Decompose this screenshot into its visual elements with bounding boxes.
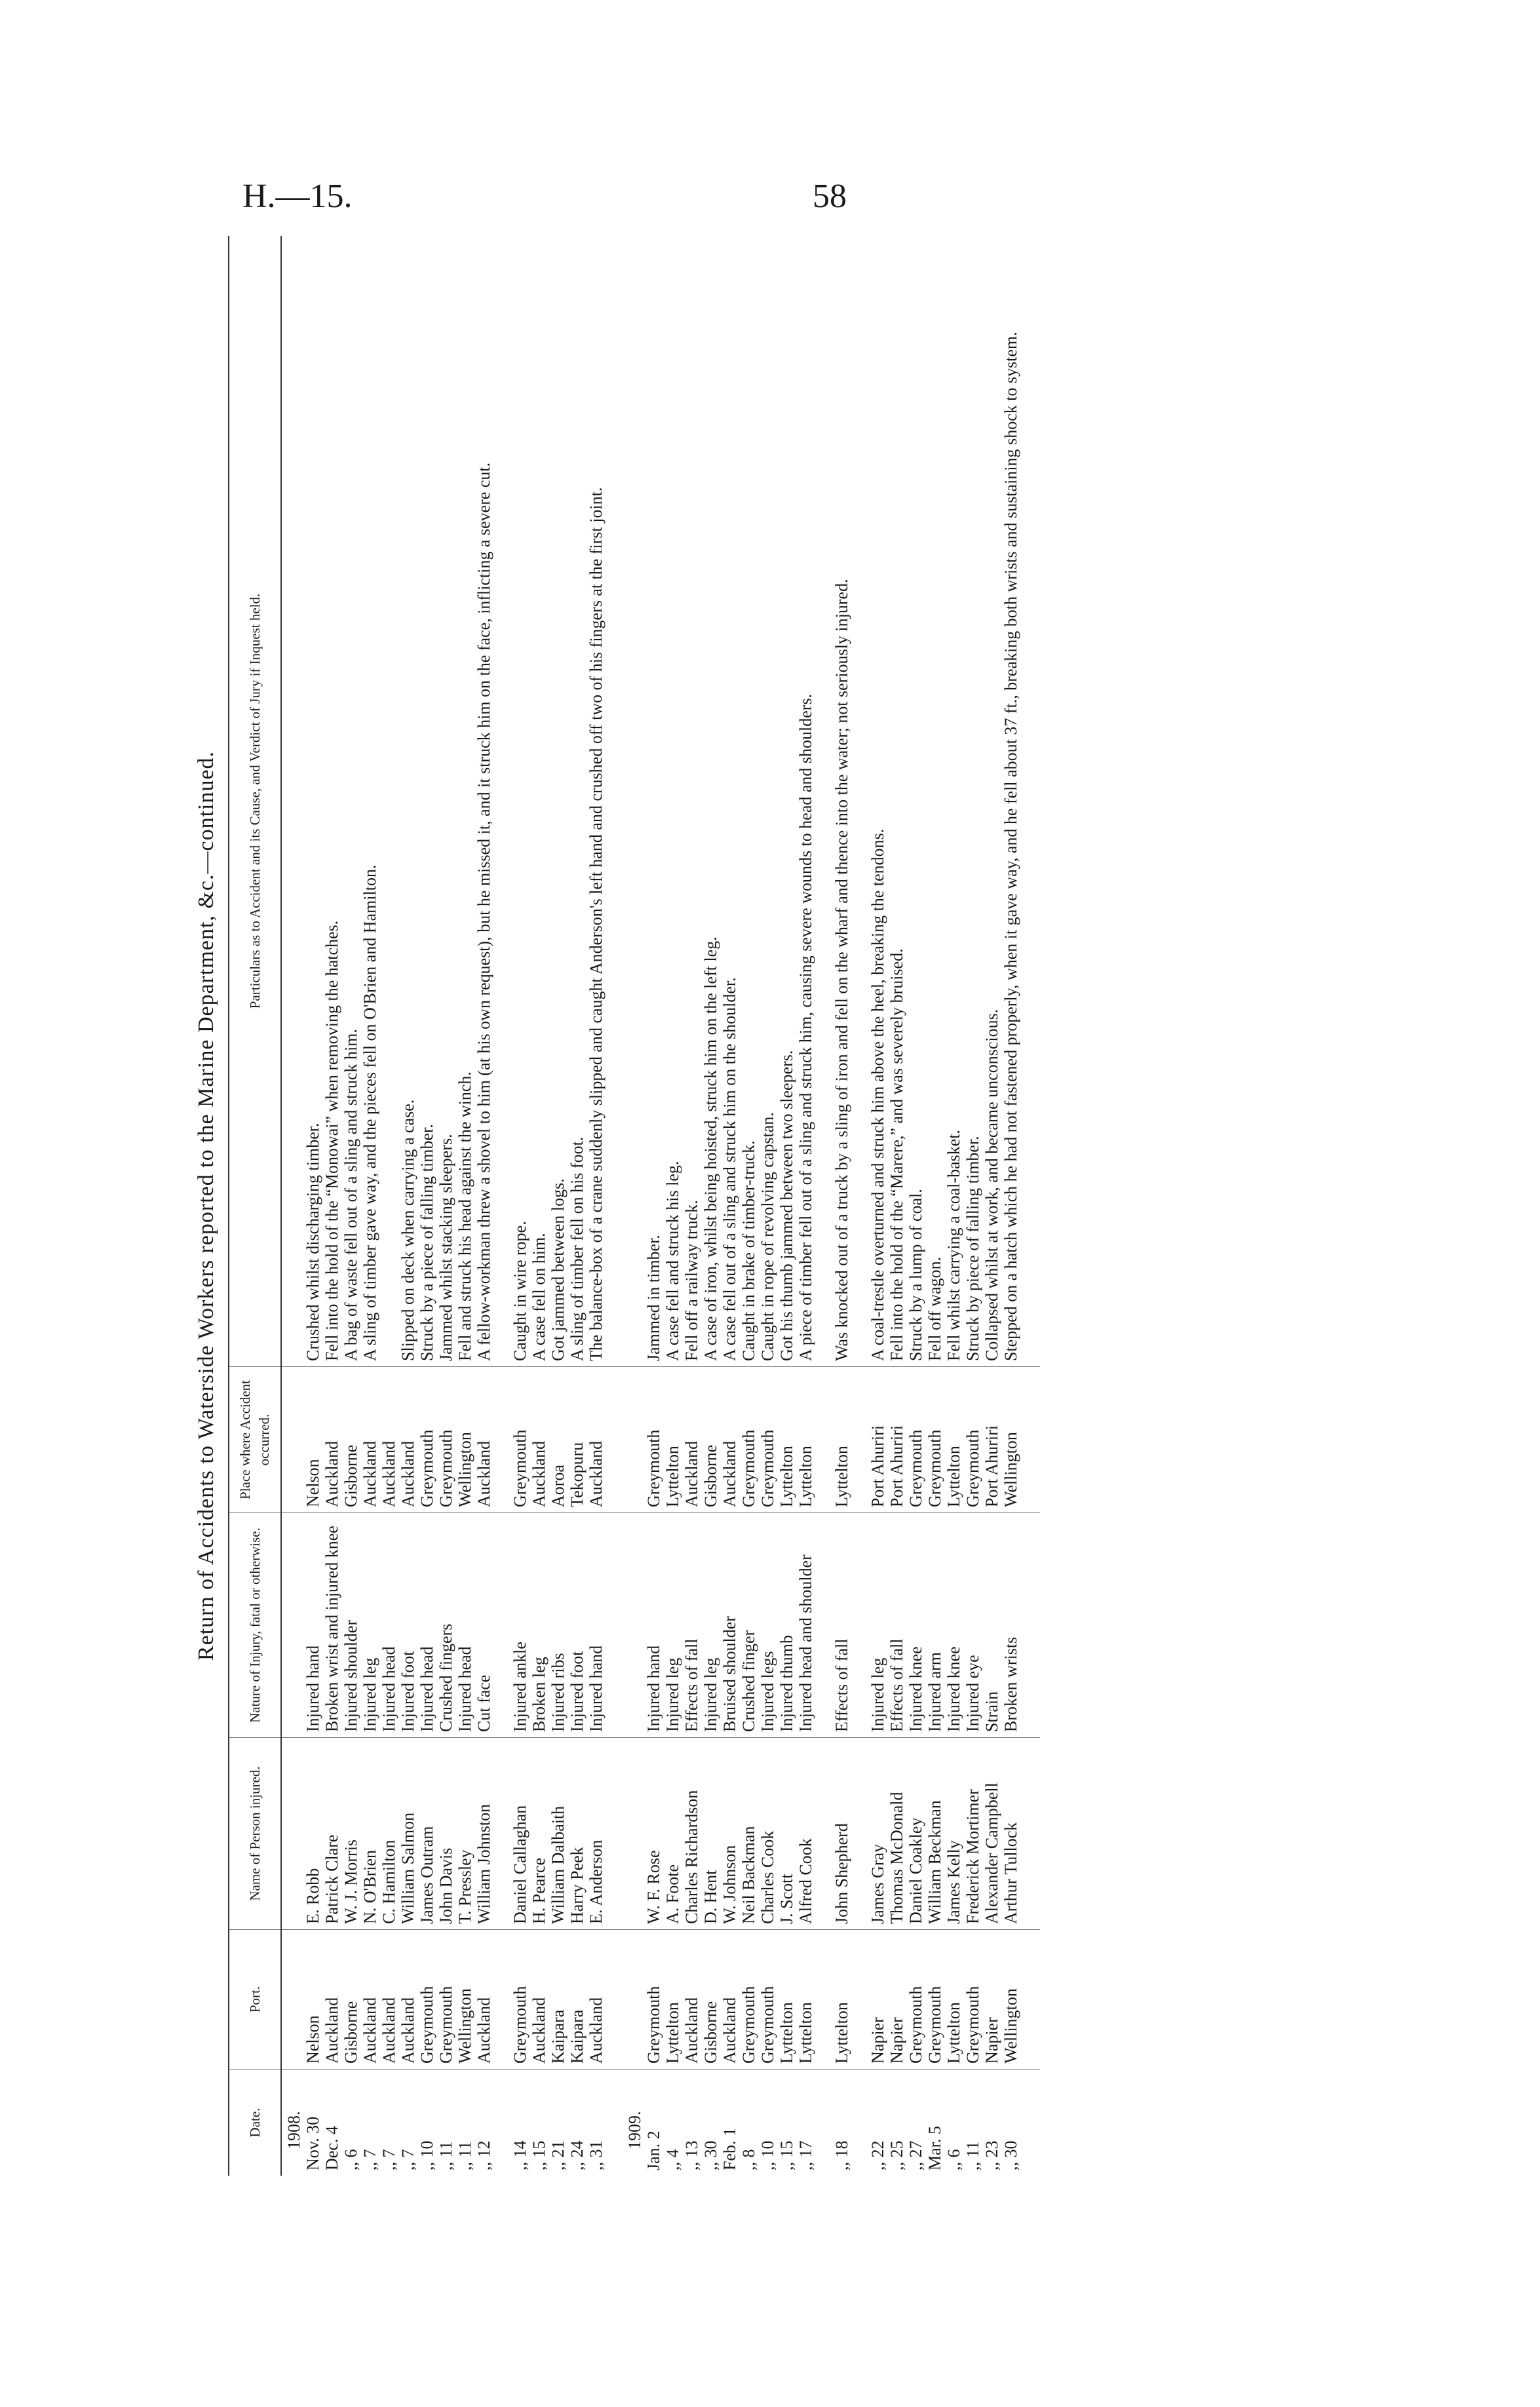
cell-port: Wellington [455, 1930, 474, 2070]
cell-port: Greymouth [417, 1930, 436, 2070]
table-row [436, 236, 455, 2176]
cell-place: Lyttelton [832, 1367, 851, 1513]
cell-injury: Injured leg [701, 1513, 720, 1738]
rotated-table-container [190, 236, 1304, 2176]
table-row [720, 236, 739, 2176]
cell-particulars: Stepped on a hatch which he had not fastened properly, when it gave way, and he fell about 37 ft., breaking both wrists and sustaining shock to system. [1001, 236, 1040, 1367]
cell-name: W. J. Morris [341, 1738, 360, 1930]
cell-injury: Crushed fingers [436, 1513, 455, 1738]
cell-place: Greymouth [417, 1367, 436, 1513]
cell-particulars: Fell whilst carrying a coal-basket. [944, 236, 963, 1367]
table-row [701, 236, 720, 2176]
cell-place: Auckland [474, 1367, 493, 1513]
spacer-cell [606, 2070, 623, 2176]
cell-date: ,, 8 [739, 2149, 758, 2170]
cell-port: Napier [982, 1930, 1001, 2070]
table-row [925, 236, 944, 2176]
spacer-cell [851, 1367, 868, 1513]
year-label: 1909. [625, 2111, 644, 2149]
cell-place: Auckland [398, 1367, 417, 1513]
cell-injury: Crushed finger [739, 1513, 758, 1738]
cell-place: Greymouth [906, 1367, 925, 1513]
cell-date: ,, 25 [887, 2140, 906, 2170]
cell-name: William Johnston [474, 1738, 493, 1930]
empty-cell [281, 1513, 303, 1738]
table-row [455, 236, 474, 2176]
cell-particulars: Jammed in timber. [644, 236, 663, 1367]
cell-date: ,, 15 [529, 2140, 549, 2170]
cell-place: Auckland [682, 1367, 701, 1513]
spacer-cell [815, 1513, 832, 1738]
cell-particulars: A sling of timber gave way, and the pieces fell on O'Brien and Hamilton. [360, 236, 379, 1367]
spacer-cell [851, 236, 868, 1367]
cell-name: E. Anderson [587, 1738, 606, 1930]
cell-date: ,, 24 [568, 2140, 587, 2170]
spacer-cell [606, 1513, 623, 1738]
spacer-cell [815, 1367, 832, 1513]
cell-name: William Beckman [925, 1738, 944, 1930]
cell-particulars: A case fell and struck his leg. [663, 236, 682, 1367]
cell-name: A. Foote [663, 1738, 682, 1930]
cell-port: Greymouth [739, 1930, 758, 2070]
cell-place: Auckland [360, 1367, 379, 1513]
cell-date: ,, 7 [398, 2149, 417, 2170]
year-label: 1908. [284, 2111, 303, 2149]
table-row [587, 236, 606, 2176]
table-row [796, 236, 815, 2176]
cell-date: ,, 23 [982, 2140, 1001, 2170]
table-row [529, 236, 549, 2176]
spacer-cell [493, 2070, 510, 2176]
cell-port: Greymouth [925, 1930, 944, 2070]
cell-name: William Salmon [398, 1738, 417, 1930]
cell-name: William Dalbaith [549, 1738, 568, 1930]
cell-injury: Injured foot [568, 1513, 587, 1738]
cell-injury: Injured ankle [510, 1513, 529, 1738]
spacer-cell [815, 1930, 832, 2070]
cell-place: Port Ahuriri [982, 1367, 1001, 1513]
cell-date: ,, 13 [682, 2140, 701, 2170]
spacer-cell [606, 236, 623, 1367]
cell-date: Feb. 1 [720, 2128, 739, 2170]
cell-name: Daniel Callaghan [510, 1738, 529, 1930]
cell-particulars: Fell off wagon. [925, 236, 944, 1367]
table-row [1001, 236, 1040, 2176]
cell-injury: Injured foot [398, 1513, 417, 1738]
spacer-cell [493, 1738, 510, 1930]
cell-port: Lyttelton [777, 1930, 796, 2070]
cell-injury: Injured ribs [549, 1513, 568, 1738]
table-row [568, 236, 587, 2176]
cell-port: Greymouth [644, 1930, 663, 2070]
cell-injury: Injured head [455, 1513, 474, 1738]
spacer-cell [851, 2070, 868, 2176]
col-header-place: Place where Accident occurred. [229, 1367, 281, 1513]
cell-date: ,, 30 [1001, 2140, 1020, 2170]
cell-injury: Injured head [379, 1513, 398, 1738]
cell-date: ,, 17 [796, 2140, 815, 2170]
empty-cell [623, 1930, 644, 2070]
cell-date: ,, 11 [963, 2141, 982, 2170]
spacer-cell [493, 1513, 510, 1738]
cell-name: John Davis [436, 1738, 455, 1930]
page-number: 58 [813, 178, 847, 215]
cell-name: Frederick Mortimer [963, 1738, 982, 1930]
empty-cell [623, 1513, 644, 1738]
cell-particulars: A case fell on him. [529, 236, 549, 1367]
cell-name: Charles Richardson [682, 1738, 701, 1930]
table-row [644, 236, 663, 2176]
cell-injury: Broken leg [529, 1513, 549, 1738]
cell-name: Alexander Campbell [982, 1738, 1001, 1930]
cell-place: Gisborne [341, 1367, 360, 1513]
spacer-cell [606, 1738, 623, 1930]
cell-port: Lyttelton [663, 1930, 682, 2070]
cell-name: Arthur Tullock [1001, 1738, 1040, 1930]
table-row [322, 236, 341, 2176]
cell-particulars: Caught in brake of timber-truck. [739, 236, 758, 1367]
cell-port: Lyttelton [796, 1930, 815, 2070]
table-row [549, 236, 568, 2176]
cell-injury: Broken wrists [1001, 1513, 1040, 1738]
empty-cell [281, 1367, 303, 1513]
table-row [944, 236, 963, 2176]
cell-place: Lyttelton [944, 1367, 963, 1513]
cell-date: ,, 15 [777, 2140, 796, 2170]
cell-injury: Effects of fall [887, 1513, 906, 1738]
cell-port: Auckland [682, 1930, 701, 2070]
cell-name: James Kelly [944, 1738, 963, 1930]
row-spacer [815, 236, 832, 2176]
table-row [474, 236, 493, 2176]
cell-particulars: Collapsed whilst at work, and became unconscious. [982, 236, 1001, 1367]
cell-injury: Injured leg [663, 1513, 682, 1738]
cell-place: Greymouth [510, 1367, 529, 1513]
table-row [360, 236, 379, 2176]
cell-particulars: Fell into the hold of the “Marere,” and was severely bruised. [887, 236, 906, 1367]
cell-injury: Broken wrist and injured knee [322, 1513, 341, 1738]
cell-particulars: A sling of timber fell on his foot. [568, 236, 587, 1367]
cell-particulars: Struck by a piece of falling timber. [417, 236, 436, 1367]
cell-date: ,, 21 [549, 2140, 568, 2170]
cell-place: Lyttelton [796, 1367, 815, 1513]
cell-date: ,, 27 [906, 2140, 925, 2170]
cell-particulars: Caught in rope of revolving capstan. [758, 236, 777, 1367]
cell-injury: Injured knee [906, 1513, 925, 1738]
cell-place: Tekopuru [568, 1367, 587, 1513]
cell-name: Patrick Clare [322, 1738, 341, 1930]
cell-particulars: Jammed whilst stacking sleepers. [436, 236, 455, 1367]
cell-date: Jan. 2 [644, 2130, 663, 2170]
cell-place: Lyttelton [663, 1367, 682, 1513]
spacer-cell [606, 1930, 623, 2070]
spacer-cell [606, 1367, 623, 1513]
cell-date: ,, 18 [832, 2140, 851, 2170]
cell-injury: Injured hand [644, 1513, 663, 1738]
cell-place: Greymouth [925, 1367, 944, 1513]
spacer-cell [493, 236, 510, 1367]
cell-date: Dec. 4 [322, 2126, 341, 2170]
cell-injury: Effects of fall [832, 1513, 851, 1738]
cell-port: Kaipara [549, 1930, 568, 2070]
table-title: Return of Accidents to Waterside Workers reported to the Marine Department, &c.—continued. [194, 750, 218, 1661]
col-header-particulars: Particulars as to Accident and its Cause, and Verdict of Jury if Inquest held. [229, 236, 281, 1367]
cell-port: Wellington [1001, 1930, 1040, 2070]
cell-place: Greymouth [963, 1367, 982, 1513]
cell-place: Auckland [322, 1367, 341, 1513]
cell-particulars: Got jammed between logs. [549, 236, 568, 1367]
cell-date: ,, 10 [758, 2140, 777, 2170]
cell-date: ,, 6 [944, 2149, 963, 2170]
spacer-cell [493, 1367, 510, 1513]
cell-port: Gisborne [701, 1930, 720, 2070]
page-code: H.—15. [242, 178, 353, 215]
cell-particulars: A bag of waste fell out of a sling and struck him. [341, 236, 360, 1367]
cell-particulars: A case of iron, whilst being hoisted, struck him on the left leg. [701, 236, 720, 1367]
cell-particulars: A fellow-workman threw a shovel to him (at his own request), but he missed it, and it struck him on the face, inflicting a severe cut. [474, 236, 493, 1367]
cell-name: Charles Cook [758, 1738, 777, 1930]
cell-particulars: Struck by piece of falling timber. [963, 236, 982, 1367]
cell-port: Napier [887, 1930, 906, 2070]
cell-place: Lyttelton [777, 1367, 796, 1513]
cell-injury: Injured head [417, 1513, 436, 1738]
cell-port: Gisborne [341, 1930, 360, 2070]
cell-port: Greymouth [510, 1930, 529, 2070]
cell-injury: Injured leg [360, 1513, 379, 1738]
table-row [868, 236, 887, 2176]
cell-port: Greymouth [963, 1930, 982, 2070]
cell-injury: Injured hand [587, 1513, 606, 1738]
cell-name: Neil Backman [739, 1738, 758, 1930]
cell-name: J. Scott [777, 1738, 796, 1930]
cell-injury: Strain [982, 1513, 1001, 1738]
cell-injury: Injured legs [758, 1513, 777, 1738]
cell-particulars: Crushed whilst discharging timber. [303, 236, 322, 1367]
col-header-name: Name of Person injured. [229, 1738, 281, 1930]
cell-place: Auckland [587, 1367, 606, 1513]
cell-injury: Injured shoulder [341, 1513, 360, 1738]
cell-particulars: Struck by a lump of coal. [906, 236, 925, 1367]
col-header-date: Date. [229, 2070, 281, 2176]
table-row [398, 236, 417, 2176]
cell-place: Greymouth [644, 1367, 663, 1513]
table-row [303, 236, 322, 2176]
cell-port: Auckland [398, 1930, 417, 2070]
col-header-injury: Nature of Injury, fatal or otherwise. [229, 1513, 281, 1738]
cell-place: Aoroa [549, 1367, 568, 1513]
empty-cell [281, 1930, 303, 2070]
cell-port: Auckland [360, 1930, 379, 2070]
cell-place: Wellington [1001, 1367, 1040, 1513]
cell-port: Napier [868, 1930, 887, 2070]
empty-cell [281, 236, 303, 1367]
cell-particulars: A piece of timber fell out of a sling and struck him, causing severe wounds to head and shoulders. [796, 236, 815, 1367]
cell-name: T. Pressley [455, 1738, 474, 1930]
cell-date: ,, 6 [341, 2149, 360, 2170]
table-row [832, 236, 851, 2176]
row-spacer [606, 236, 623, 2176]
cell-date: ,, 14 [510, 2140, 529, 2170]
cell-injury: Injured eye [963, 1513, 982, 1738]
table-row [887, 236, 906, 2176]
cell-place: Greymouth [739, 1367, 758, 1513]
cell-date: ,, 11 [436, 2141, 455, 2170]
cell-date: ,, 4 [663, 2149, 682, 2170]
cell-date: ,, 7 [379, 2149, 398, 2170]
cell-injury: Injured arm [925, 1513, 944, 1738]
empty-cell [281, 1738, 303, 1930]
cell-name: H. Pearce [529, 1738, 549, 1930]
cell-injury: Effects of fall [682, 1513, 701, 1738]
cell-place: Greymouth [436, 1367, 455, 1513]
cell-date: ,, 11 [455, 2141, 474, 2170]
cell-port: Auckland [379, 1930, 398, 2070]
table-row [777, 236, 796, 2176]
year-row [281, 236, 303, 2176]
cell-particulars: Slipped on deck when carrying a case. [398, 236, 417, 1367]
cell-port: Lyttelton [832, 1930, 851, 2070]
cell-port: Greymouth [906, 1930, 925, 2070]
cell-place: Auckland [379, 1367, 398, 1513]
cell-port: Kaipara [568, 1930, 587, 2070]
cell-place: Auckland [720, 1367, 739, 1513]
cell-place: Auckland [529, 1367, 549, 1513]
table-row [417, 236, 436, 2176]
cell-port: Auckland [587, 1930, 606, 2070]
cell-date: ,, 31 [587, 2140, 606, 2170]
cell-particulars: Caught in wire rope. [510, 236, 529, 1367]
cell-port: Auckland [474, 1930, 493, 2070]
cell-date: Mar. 5 [925, 2126, 944, 2170]
cell-injury: Injured leg [868, 1513, 887, 1738]
cell-name: C. Hamilton [379, 1738, 398, 1930]
cell-port: Nelson [303, 1930, 322, 2070]
cell-date: Nov. 30 [303, 2116, 322, 2170]
spacer-cell [851, 1513, 868, 1738]
cell-injury: Injured hand [303, 1513, 322, 1738]
cell-particulars: Was knocked out of a truck by a sling of iron and fell on the wharf and thence into the water; not seriously injured. [832, 236, 851, 1367]
cell-particulars: Fell and struck his head against the winch. [455, 236, 474, 1367]
cell-name: James Gray [868, 1738, 887, 1930]
cell-particulars: Fell off a railway truck. [682, 236, 701, 1367]
table-row [982, 236, 1001, 2176]
cell-name: D. Hent [701, 1738, 720, 1930]
table-row [758, 236, 777, 2176]
empty-cell [623, 1738, 644, 1930]
table-body [281, 236, 1040, 2176]
cell-name: Alfred Cook [796, 1738, 815, 1930]
table-row [682, 236, 701, 2176]
cell-date: ,, 12 [474, 2140, 493, 2170]
cell-particulars: Got his thumb jammed between two sleepers. [777, 236, 796, 1367]
cell-particulars [379, 236, 398, 1367]
table-row [663, 236, 682, 2176]
table-row [510, 236, 529, 2176]
cell-injury: Cut face [474, 1513, 493, 1738]
table-row [906, 236, 925, 2176]
cell-date: ,, 30 [701, 2140, 720, 2170]
cell-injury: Injured thumb [777, 1513, 796, 1738]
cell-name: John Shepherd [832, 1738, 851, 1930]
cell-port: Auckland [720, 1930, 739, 2070]
cell-particulars: A coal-trestle overturned and struck him above the heel, breaking the tendons. [868, 236, 887, 1367]
row-spacer [493, 236, 510, 2176]
cell-injury: Injured knee [944, 1513, 963, 1738]
cell-port: Auckland [529, 1930, 549, 2070]
cell-port: Auckland [322, 1930, 341, 2070]
cell-port: Greymouth [436, 1930, 455, 2070]
table-row [739, 236, 758, 2176]
table-row [379, 236, 398, 2176]
cell-name: James Outram [417, 1738, 436, 1930]
cell-name: E. Robb [303, 1738, 322, 1930]
cell-name: W. Johnson [720, 1738, 739, 1930]
cell-name: W. F. Rose [644, 1738, 663, 1930]
cell-particulars: Fell into the hold of the “Monowai” when removing the hatches. [322, 236, 341, 1367]
accidents-table [228, 236, 1040, 2176]
cell-name: Daniel Coakley [906, 1738, 925, 1930]
spacer-cell [815, 1738, 832, 1930]
spacer-cell [815, 2070, 832, 2176]
cell-date: ,, 22 [868, 2140, 887, 2170]
cell-place: Wellington [455, 1367, 474, 1513]
cell-port: Greymouth [758, 1930, 777, 2070]
cell-particulars: A case fell out of a sling and struck him on the shoulder. [720, 236, 739, 1367]
spacer-cell [493, 1930, 510, 2070]
cell-particulars: The balance-box of a crane suddenly slipped and caught Anderson's left hand and crushed off two of his fingers at the first joint. [587, 236, 606, 1367]
cell-place: Port Ahuriri [887, 1367, 906, 1513]
empty-cell [623, 1367, 644, 1513]
cell-date: ,, 7 [360, 2149, 379, 2170]
spacer-cell [851, 1738, 868, 1930]
spacer-cell [815, 236, 832, 1367]
cell-date: ,, 10 [417, 2140, 436, 2170]
empty-cell [623, 236, 644, 1367]
cell-name: Thomas McDonald [887, 1738, 906, 1930]
row-spacer [851, 236, 868, 2176]
header-row [229, 236, 281, 2176]
cell-name: N. O'Brien [360, 1738, 379, 1930]
spacer-cell [851, 1930, 868, 2070]
col-header-port: Port. [229, 1930, 281, 2070]
cell-place: Port Ahuriri [868, 1367, 887, 1513]
year-row [623, 236, 644, 2176]
cell-port: Lyttelton [944, 1930, 963, 2070]
cell-injury: Injured head and shoulder [796, 1513, 815, 1738]
cell-place: Greymouth [758, 1367, 777, 1513]
table-row [963, 236, 982, 2176]
cell-name: Harry Peek [568, 1738, 587, 1930]
cell-injury: Bruised shoulder [720, 1513, 739, 1738]
cell-place: Gisborne [701, 1367, 720, 1513]
cell-place: Nelson [303, 1367, 322, 1513]
table-row [341, 236, 360, 2176]
